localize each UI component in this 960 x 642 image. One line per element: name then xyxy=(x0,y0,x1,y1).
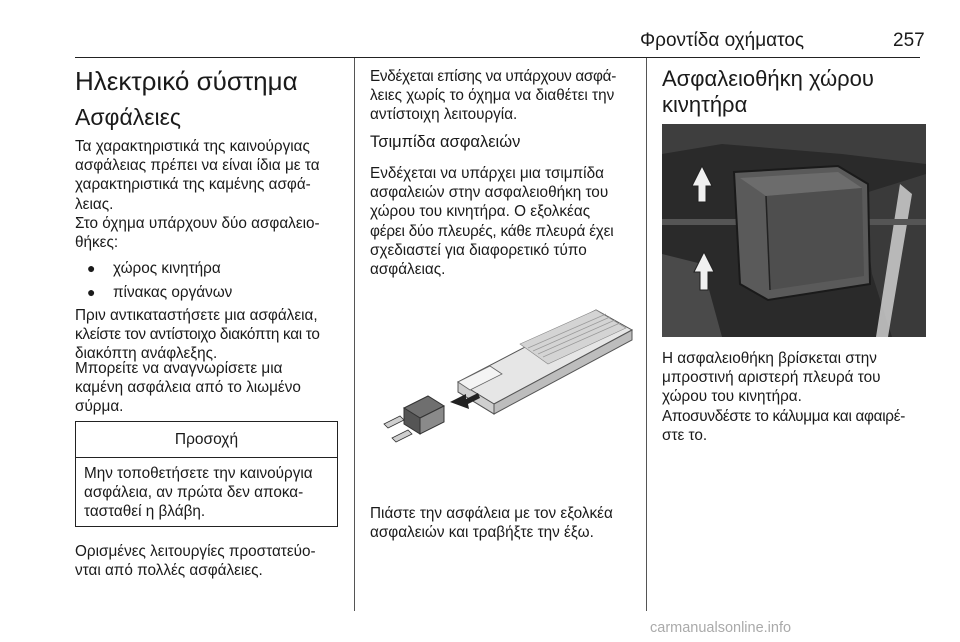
running-header-title: Φροντίδα οχήματος xyxy=(640,30,805,51)
fuse-extractor-illustration xyxy=(370,300,638,490)
list-item: ● χώρος κινητήρα xyxy=(87,260,221,277)
engine-fusebox-photo xyxy=(662,124,926,337)
column-divider-2 xyxy=(646,58,647,611)
engine-fusebox-title: Ασφαλειοθήκη χώρου κινητήρα xyxy=(662,66,874,117)
bullet-icon: ● xyxy=(87,284,96,300)
caution-body: Μην τοποθετήσετε την καινούργια ασφάλεια, αν πρώτα δεν αποκα- τασταθεί η βλάβη. xyxy=(84,465,313,521)
section-title: Ηλεκτρικό σύστημα xyxy=(75,66,298,96)
fuse-boxes-paragraph: Στο όχημα υπάρχουν δύο ασφαλειο- θήκες: xyxy=(75,215,320,252)
burnt-fuse-paragraph: Μπορείτε να αναγνωρίσετε μια καμένη ασφάλεια από το λιωμένο σύρμα. xyxy=(75,360,301,416)
fusebox-location-paragraph: Η ασφαλειοθήκη βρίσκεται στην μπροστινή αριστερή πλευρά του χώρου του κινητήρα. xyxy=(662,350,881,406)
caution-box xyxy=(75,421,338,527)
caution-title: Προσοχή xyxy=(76,422,337,458)
fuses-without-function-paragraph: Ενδέχεται επίσης να υπάρχουν ασφά- λειες χωρίς το όχημα να διαθέτει την αντίστοιχη λειτουργία. xyxy=(370,68,617,124)
multiple-fuses-paragraph: Ορισμένες λειτουργίες προστατεύο- νται από πολλές ασφάλειες. xyxy=(75,543,316,580)
subsection-title: Ασφάλειες xyxy=(75,104,181,130)
remove-cover-paragraph: Αποσυνδέστε το κάλυμμα και αφαιρέ- στε το. xyxy=(662,408,906,445)
list-item: ● πίνακας οργάνων xyxy=(87,284,233,301)
replace-fuse-paragraph: Πριν αντικαταστήσετε μια ασφάλεια, κλείστε τον αντίστοιχο διακόπτη και το διακόπτη ανάφλεξης. xyxy=(75,307,320,363)
illustration-caption: Πιάστε την ασφάλεια με τον εξολκέα ασφαλειών και τραβήξτε την έξω. xyxy=(370,505,613,542)
watermark: carmanualsonline.info xyxy=(650,620,792,636)
fuse-extractor-paragraph: Ενδέχεται να υπάρχει μια τσιμπίδα ασφαλειών στην ασφαλειοθήκη του χώρου του κινητήρα. Ο εξολκέας φέρει δύο πλευρές, κάθε πλευρά έχει σχεδιαστεί για διαφορετικό τύπο ασφάλειας. xyxy=(370,165,614,279)
page-number: 257 xyxy=(893,30,925,51)
header-rule xyxy=(75,57,920,58)
fuse-spec-paragraph: Τα χαρακτηριστικά της καινούργιας ασφάλειας πρέπει να είναι ίδια με τα χαρακτηριστικά της καμένης ασφά- λειας. xyxy=(75,138,320,213)
column-divider-1 xyxy=(354,58,355,611)
bullet-icon: ● xyxy=(87,260,96,276)
fuse-extractor-heading: Τσιμπίδα ασφαλειών xyxy=(370,133,521,151)
